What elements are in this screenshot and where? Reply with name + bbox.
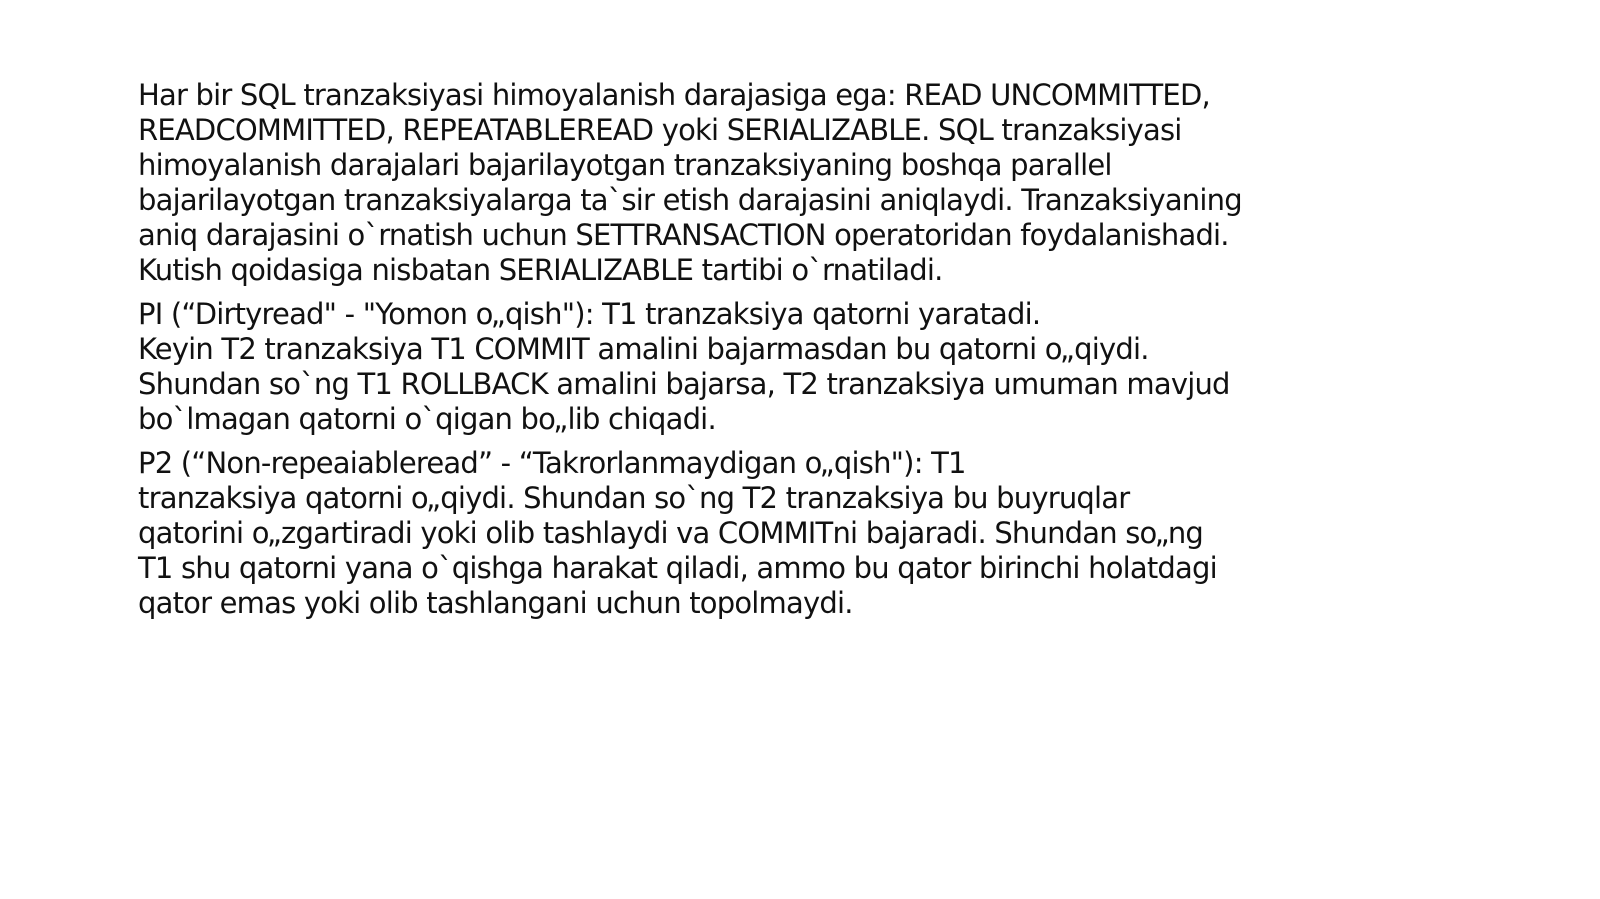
paragraph-isolation-levels: Har bir SQL tranzaksiyasi himoyalanish darajasiga ega: READ UNCOMMITTED, READCOMMITTED, REPEATABLEREAD yoki SERIALIZABLE. SQL tranzaksiyasi himoyalanish darajalari bajarilayotgan tranzaksiyaning boshqa parallel bajarilayotgan tranzaksiyalarga ta`sir etish darajasini aniqlaydi. Tranzaksiyaning aniq darajasini o`rnatish uchun SETTRANSACTION operatoridan foydalanishadi. Kutish qoidasiga nisbatan SERIALIZABLE tartibi o`rnatiladi. [138, 78, 1242, 287]
paragraph-non-repeatable-read: P2 (“Non-repeaiableread” - “Takrorlanmaydigan o„qish"): T1 tranzaksiya qatorni o„qiydi. Shundan so`ng T2 tranzaksiya bu buyruqlar qatorini o„zgartiradi yoki olib tashlaydi va COMMITni bajaradi. Shundan so„ng T1 shu qatorni yana o`qishga harakat qiladi, ammo bu qator birinchi holatdagi qator emas yoki olib tashlangani uchun topolmaydi. [138, 446, 1217, 620]
paragraph-dirty-read: PI (“Dirtyread" - "Yomon o„qish"): T1 tranzaksiya qatorni yaratadi. Keyin T2 tranzaksiya T1 COMMIT amalini bajarmasdan bu qatorni o„qiydi. Shundan so`ng T1 ROLLBACK amalini bajarsa, T2 tranzaksiya umuman mavjud bo`lmagan qatorni o`qigan bo„lib chiqadi. [138, 297, 1230, 436]
slide-body-text [138, 78, 1338, 630]
